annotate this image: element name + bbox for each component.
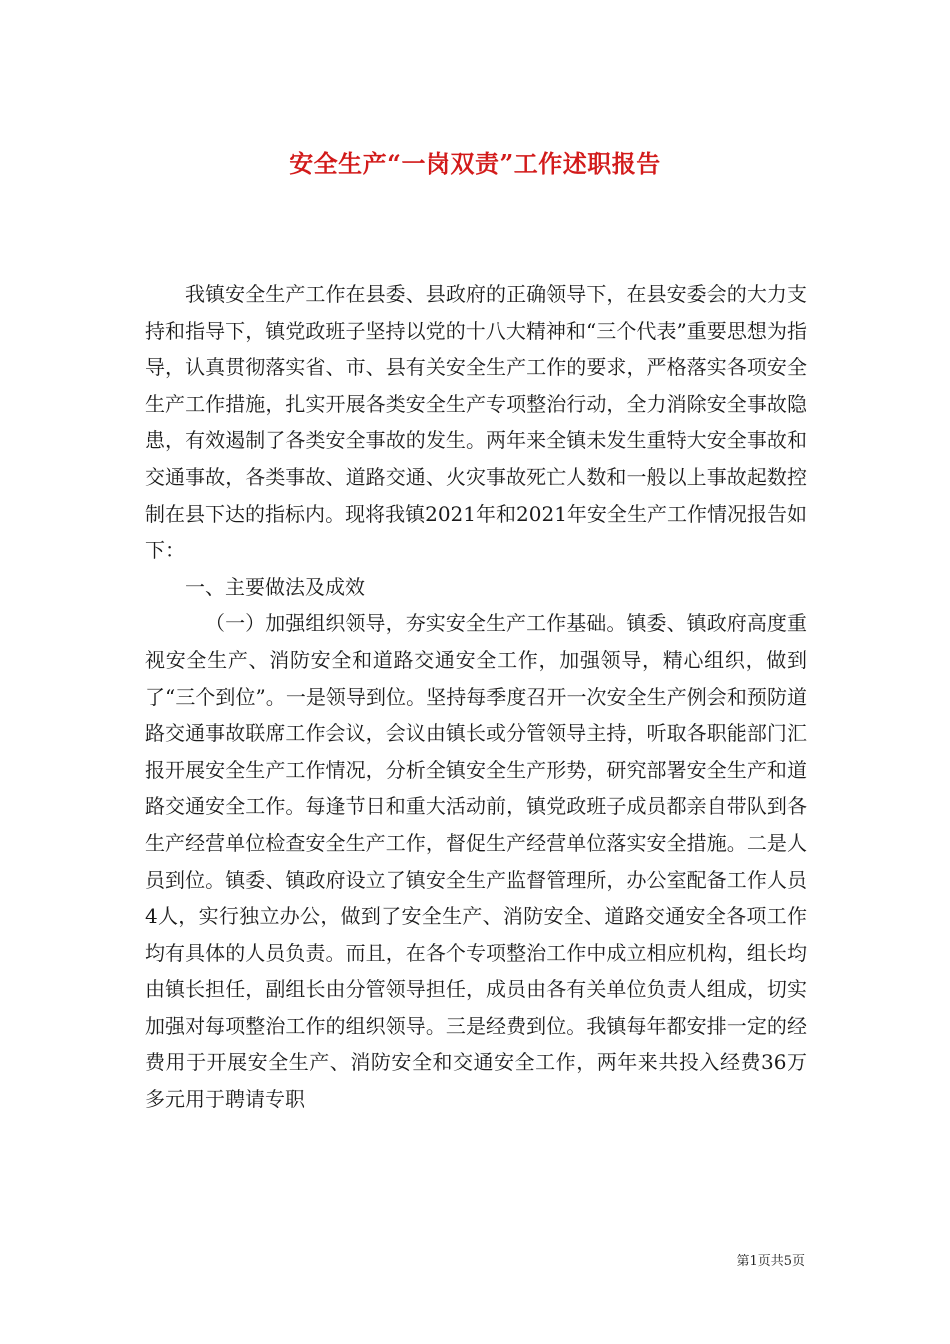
document-body bbox=[145, 276, 807, 1118]
page-number: 第1页共5页 bbox=[736, 1254, 805, 1269]
section-heading: 一、主要做法及成效 bbox=[185, 574, 365, 599]
subsection-paragraph: （一）加强组织领导，夯实安全生产工作基础。镇委、镇政府高度重视安全生产、消防安全和道路交通安全工作，加强领导，精心组织，做到了“三个到位”。一是领导到位。坚持每季度召开一次安全生产例会和预防道路交通事故联席工作会议，会议由镇长或分管领导主持，听取各职能部门汇报开展安全生产工作情况，分析全镇安全生产形势，研究部署安全生产和道路交通安全工作。每逢节日和重大活动前，镇党政班子成员都亲自带队到各生产经营单位检查安全生产工作，督促生产经营单位落实安全措施。二是人员到位。镇委、镇政府设立了镇安全生产监督管理所，办公室配备工作人员4人，实行独立办公，做到了安全生产、消防安全、道路交通安全各项工作均有具体的人员负责。而且，在各个专项整治工作中成立相应机构，组长均由镇长担任，副组长由分管领导担任，成员由各有关单位负责人组成，切实加强对每项整治工作的组织领导。三是经费到位。我镇每年都安排一定的经费用于开展安全生产、消防安全和交通安全工作，两年来共投入经费36万多元用于聘请专职 bbox=[145, 611, 807, 1112]
intro-paragraph: 我镇安全生产工作在县委、县政府的正确领导下，在县安委会的大力支持和指导下，镇党政班子坚持以党的十八大精神和“三个代表”重要思想为指导，认真贯彻落实省、市、县有关安全生产工作的要求，严格落实各项安全生产工作措施，扎实开展各类安全生产专项整治行动，全力消除安全事故隐患，有效遏制了各类安全事故的发生。两年来全镇未发生重特大安全事故和交通事故，各类事故、道路交通、火灾事故死亡人数和一般以上事故起数控制在县下达的指标内。现将我镇2021年和2021年安全生产工作情况报告如下： bbox=[145, 282, 807, 563]
page-title: 安全生产“一岗双责”工作述职报告 bbox=[289, 149, 661, 179]
